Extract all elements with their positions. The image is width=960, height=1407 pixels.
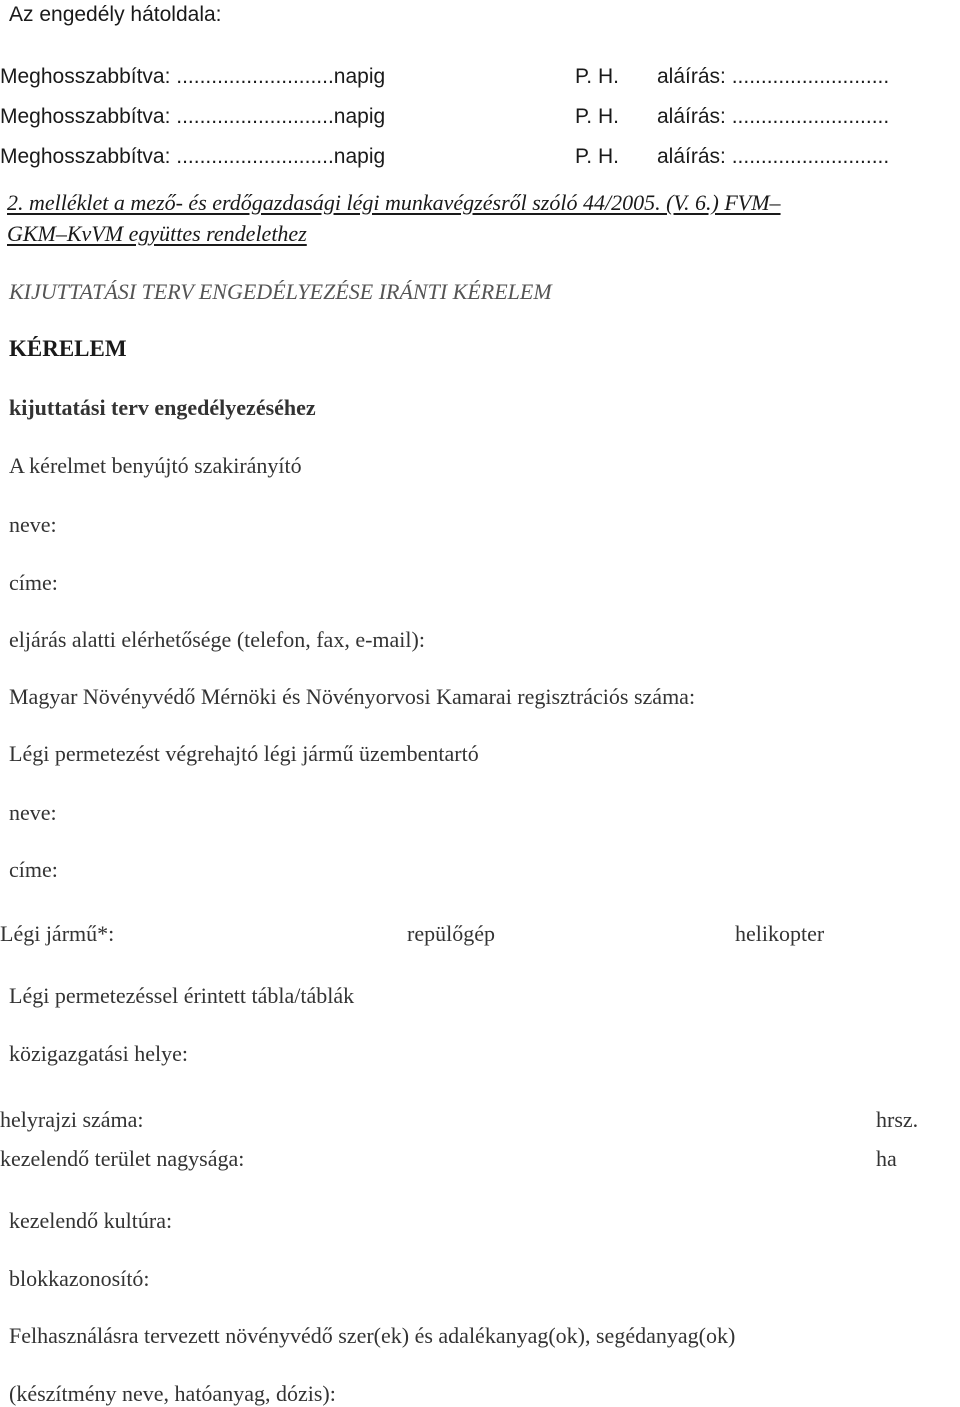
back-side-title: Az engedély hátoldala: [9, 3, 222, 26]
applicant-heading: A kérelmet benyújtó szakirányító [9, 453, 302, 478]
extension-line-2-label: Meghosszabbítva: ...........................napig [0, 105, 386, 128]
culture-label: kezelendő kultúra: [9, 1208, 173, 1233]
operator-heading: Légi permetezést végrehajtó légi jármű üzembentartó [9, 741, 479, 766]
applicant-contact-label: eljárás alatti elérhetősége (telefon, fax, e-mail): [9, 627, 425, 652]
operator-name-label: neve: [9, 800, 57, 825]
operator-address-label: címe: [9, 857, 58, 882]
extension-line-3-ph: P. H. [575, 145, 619, 168]
lot-number-unit: hrsz. [876, 1107, 919, 1132]
extension-line-1-signature: aláírás: ........................... [657, 65, 890, 88]
block-id-label: blokkazonosító: [9, 1266, 150, 1291]
extension-line-1-label: Meghosszabbítva: ...........................napig [0, 65, 386, 88]
form-main-title: KIJUTTATÁSI TERV ENGEDÉLYEZÉSE IRÁNTI KÉRELEM [9, 279, 552, 304]
extension-line-3-label: Meghosszabbítva: ...........................napig [0, 145, 386, 168]
admin-location-label: közigazgatási helye: [9, 1041, 188, 1066]
area-unit: ha [876, 1146, 897, 1171]
annex-reference-line-1: 2. melléklet a mező- és erdőgazdasági légi munkavégzésről szóló 44/2005. (V. 6.) FVM– [7, 190, 781, 215]
extension-line-1-ph: P. H. [575, 65, 619, 88]
form-subtitle: kijuttatási terv engedélyezéséhez [9, 395, 316, 420]
products-heading-line-1: Felhasználásra tervezett növényvédő szer(ek) és adalékanyag(ok), segédanyag(ok) [9, 1323, 736, 1348]
aircraft-option-helicopter[interactable]: helikopter [735, 921, 825, 946]
applicant-address-label: címe: [9, 570, 58, 595]
kerelem-heading: KÉRELEM [9, 336, 127, 361]
extension-line-3-signature: aláírás: ........................... [657, 145, 890, 168]
extension-line-2-signature: aláírás: ........................... [657, 105, 890, 128]
fields-heading: Légi permetezéssel érintett tábla/táblák [9, 983, 355, 1008]
aircraft-label: Légi jármű*: [0, 921, 115, 946]
annex-reference-line-2: GKM–KvVM együttes rendelethez [7, 221, 307, 246]
applicant-name-label: neve: [9, 512, 57, 537]
area-label: kezelendő terület nagysága: [0, 1146, 245, 1171]
products-heading-line-2: (készítmény neve, hatóanyag, dózis): [9, 1381, 336, 1406]
aircraft-option-airplane[interactable]: repülőgép [407, 921, 495, 946]
lot-number-label: helyrajzi száma: [0, 1107, 144, 1132]
chamber-registration-label: Magyar Növényvédő Mérnöki és Növényorvosi Kamarai regisztrációs száma: [9, 684, 696, 709]
extension-line-2-ph: P. H. [575, 105, 619, 128]
